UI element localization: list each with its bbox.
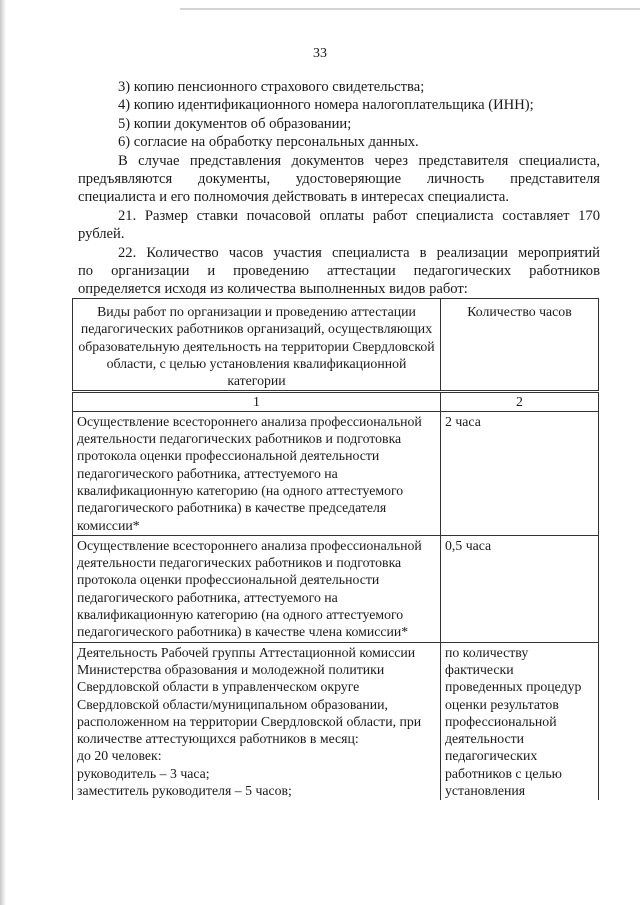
list-item: 6) согласие на обработку персональных данных.: [118, 134, 419, 151]
paragraph-line: по организации и проведению аттестации педагогических работников: [78, 263, 600, 280]
list-item: 4) копию идентификационного номера налогоплательщика (ИНН);: [118, 97, 534, 114]
table-row: [73, 642, 599, 800]
work-cell: Осуществление всестороннего анализа профессиональной деятельности педагогических работников и подготовка протокола оценки профессиональной деятельности педагогического работника, аттестуемого на квалификационную категорию (на одного аттестуемого педагогического работника) в качестве члена комиссии*: [73, 535, 441, 642]
column-number: 1: [73, 392, 441, 411]
document-body: [78, 78, 600, 299]
scan-edge-left: [0, 0, 6, 905]
header-work-types: Виды работ по организации и проведению аттестации педагогических работников организаций, осуществляющих образовательную деятельность на территории Свердловской области, с целью установления квалификационной категории: [73, 299, 441, 392]
work-cell: [73, 642, 441, 800]
paragraph-line: В случае представления документов через представителя специалиста,: [118, 152, 600, 169]
work-cell-text: руководитель – 3 часа;: [77, 765, 210, 781]
hours-cell: 2 часа: [441, 411, 599, 535]
table-header-row: [73, 299, 599, 392]
paragraph-line: предъявляются документы, удостоверяющие личность представителя: [78, 171, 600, 188]
header-hours: Количество часов: [441, 299, 599, 392]
paragraph-line: определяется исходя из количества выполненных видов работ:: [78, 281, 468, 298]
hours-cell: 0,5 часа: [441, 535, 599, 642]
list-item: 3) копию пенсионного страхового свидетельства;: [118, 79, 425, 95]
hours-cell: по количеству фактически проведенных процедур оценки результатов профессиональной деятельности педагогических работников с целью установления: [441, 642, 599, 800]
column-number-row: [73, 392, 599, 411]
paragraph-line: 22. Количество часов участия специалиста в реализации мероприятий: [118, 244, 600, 261]
scan-edge-top: [180, 8, 640, 10]
page-number: 33: [313, 46, 327, 61]
work-cell-text: Деятельность Рабочей группы Аттестационной комиссии Министерства образования и молодежной политики Свердловской области в управленческом округе Свердловской области/муниципальном образовании, расположенном на территории Свердловской области, при количестве аттестующихся работников в месяц:: [77, 644, 422, 747]
work-hours-table: [72, 298, 599, 800]
paragraph-line: специалиста и его полномочия действовать в интересах специалиста.: [78, 189, 510, 206]
column-number: 2: [441, 392, 599, 411]
list-item: 5) копии документов об образовании;: [118, 115, 352, 132]
table-row: [73, 535, 599, 642]
table-row: [73, 411, 599, 535]
paragraph-line: 21. Размер ставки почасовой оплаты работ специалиста составляет 170: [118, 207, 600, 224]
work-cell-text: заместитель руководителя – 5 часов;: [77, 783, 292, 799]
work-cell: Осуществление всестороннего анализа профессиональной деятельности педагогических работников и подготовка протокола оценки профессиональной деятельности педагогического работника, аттестуемого на квалификационную категорию (на одного аттестуемого педагогического работника) в качестве председателя комиссии*: [73, 411, 441, 535]
paragraph-line: рублей.: [78, 226, 125, 243]
work-cell-text: до 20 человек:: [77, 748, 162, 764]
